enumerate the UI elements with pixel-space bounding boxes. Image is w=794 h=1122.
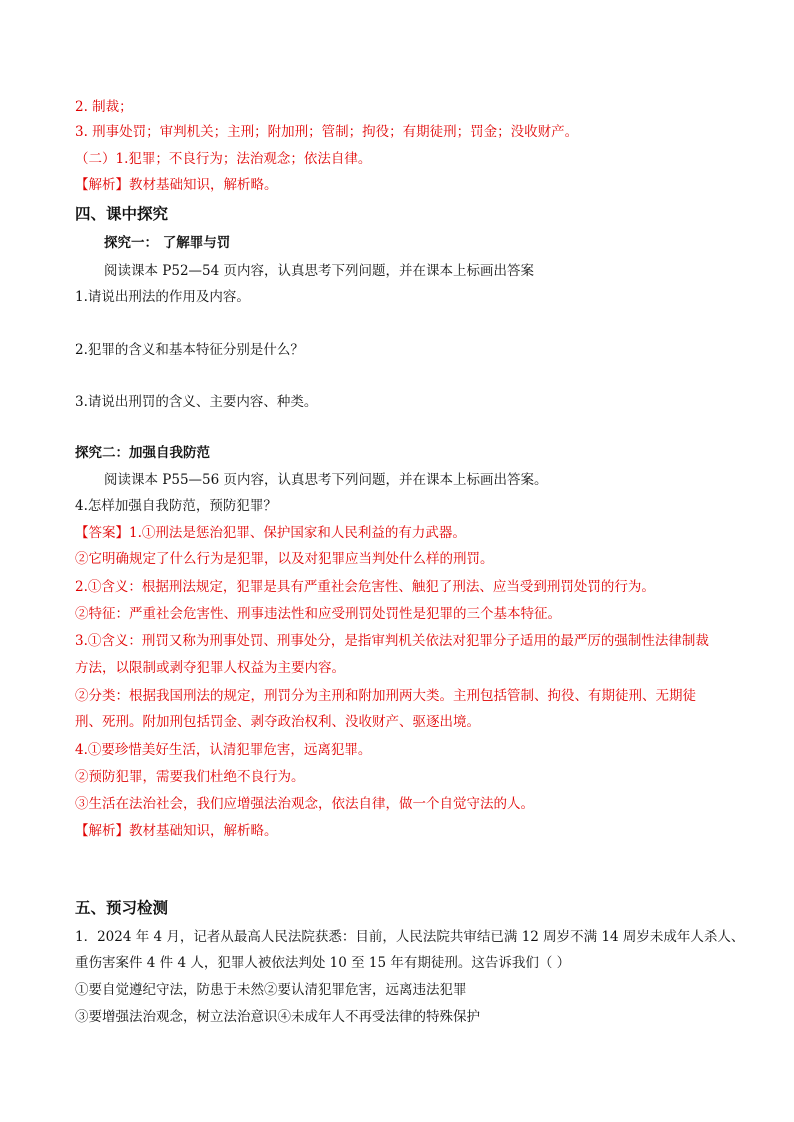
- test-question-1-options: ①要自觉遵纪守法，防患于未然②要认清犯罪危害，远离违法犯罪: [75, 982, 467, 998]
- section-heading-5: 五、预习检测: [75, 899, 169, 917]
- analysis-line-2: 【解析】教材基础知识，解析略。: [75, 823, 278, 839]
- question-1: 1.请说出刑法的作用及内容。: [75, 289, 250, 305]
- answer-item: ③生活在法治社会，我们应增强法治观念，依法自律，做一个自觉守法的人。: [75, 796, 534, 812]
- answer-line-2: 2. 制裁；: [75, 99, 133, 115]
- exploration-2-intro: 阅读课本 P55—56 页内容，认真思考下列问题，并在课本上标画出答案。: [104, 472, 548, 488]
- question-2: 2.犯罪的含义和基本特征分别是什么？: [75, 342, 304, 358]
- test-question-1-stem: 1．2024 年 4 月，记者从最高人民法院获悉：目前，人民法院共审结已满 12 周岁不满 14 周岁未成年人杀人、: [75, 929, 745, 945]
- answer-item: ②预防犯罪，需要我们杜绝不良行为。: [75, 769, 305, 785]
- answer-item: ②特征：严重社会危害性、刑事违法性和应受刑罚处罚性是犯罪的三个基本特征。: [75, 606, 561, 622]
- answer-item: 4.①要珍惜美好生活，认清犯罪危害，远离犯罪。: [75, 742, 372, 758]
- section-heading-4: 四、课中探究: [75, 205, 169, 223]
- test-question-1-stem-cont: 重伤害案件 4 件 4 人，犯罪人被依法判处 10 至 15 年有期徒刑。这告诉我们（ ）: [75, 955, 571, 971]
- answer-item: 方法，以限制或剥夺犯罪人权益为主要内容。: [75, 660, 345, 676]
- answer-item: 2.①含义：根据刑法规定，犯罪是具有严重社会危害性、触犯了刑法、应当受到刑罚处罚的行为。: [75, 579, 655, 595]
- answer-line-3: 3. 刑事处罚；审判机关；主刑；附加刑；管制；拘役；有期徒刑；罚金；没收财产。: [75, 124, 579, 140]
- analysis-line-1: 【解析】教材基础知识，解析略。: [75, 177, 278, 193]
- exploration-1-title: 探究一： 了解罪与罚: [104, 235, 231, 251]
- answer-line-section-2: （二）1.犯罪；不良行为；法治观念；依法自律。: [75, 151, 372, 167]
- answer-item: 3.①含义：刑罚又称为刑事处罚、刑事处分，是指审判机关依法对犯罪分子适用的最严厉的强制性法律制裁: [75, 633, 709, 649]
- exploration-1-intro: 阅读课本 P52—54 页内容，认真思考下列问题，并在课本上标画出答案: [104, 263, 535, 279]
- answer-item: ②它明确规定了什么行为是犯罪，以及对犯罪应当判处什么样的刑罚。: [75, 551, 494, 567]
- answer-item: 刑、死刑。附加刑包括罚金、剥夺政治权利、没收财产、驱逐出境。: [75, 714, 480, 730]
- test-question-1-options: ③要增强法治观念，树立法治意识④未成年人不再受法律的特殊保护: [75, 1009, 480, 1025]
- exploration-2-title: 探究二：加强自我防范: [75, 445, 210, 461]
- question-4: 4.怎样加强自我防范，预防犯罪？: [75, 498, 277, 514]
- question-3: 3.请说出刑罚的含义、主要内容、种类。: [75, 394, 318, 410]
- answer-item: ②分类：根据我国刑法的规定，刑罚分为主刑和附加刑两大类。主刑包括管制、拘役、有期徒刑、无期徒: [75, 688, 696, 704]
- answer-item: 【答案】1.①刑法是惩治犯罪、保护国家和人民利益的有力武器。: [75, 525, 466, 541]
